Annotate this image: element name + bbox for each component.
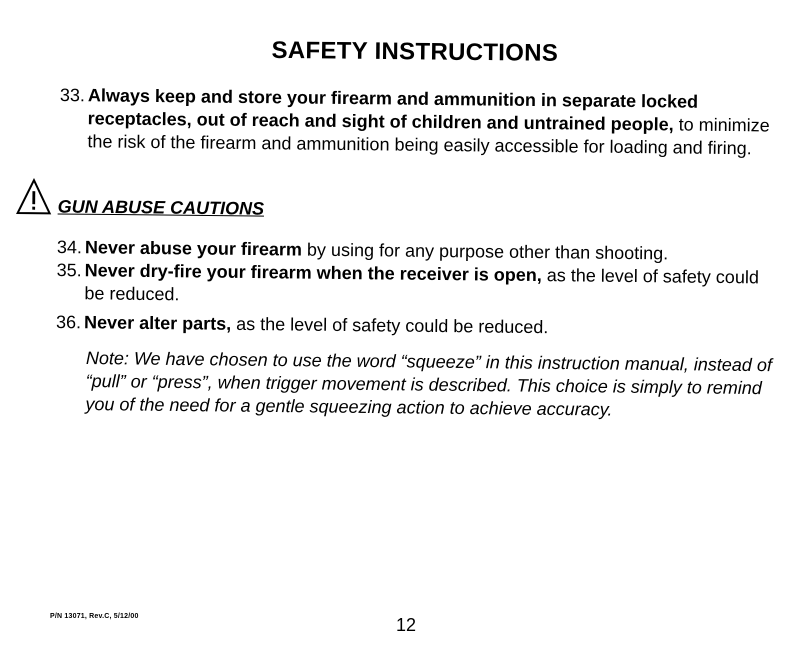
- item-text: to minimize the risk of the firearm and ammunition being easily accessible for loading and firing.: [87, 114, 770, 159]
- instruction-item-36: [56, 311, 775, 342]
- page-title: SAFETY INSTRUCTIONS: [271, 36, 559, 67]
- item-number: 34.: [56, 236, 83, 258]
- note-paragraph: Note: We have chosen to use the word “squeeze” in this instruction manual, instead of “pull” or “press”, when trigger movement is described. This choice is simply to remind you of the need for a gentle squeezing action to achieve accuracy.: [85, 347, 773, 420]
- part-number: P/N 13071, Rev.C, 5/12/00: [50, 613, 139, 620]
- instruction-item-35: [56, 259, 775, 313]
- item-number: 36.: [55, 311, 82, 333]
- item-bold-text: Never abuse your firearm: [84, 237, 303, 260]
- item-bold-text: Never alter parts,: [83, 312, 232, 334]
- warning-triangle-icon: [16, 178, 52, 216]
- instruction-block-33: [59, 84, 776, 160]
- caution-heading-text: GUN ABUSE CAUTIONS: [57, 196, 265, 219]
- caution-list: [56, 236, 776, 342]
- page-number: 12: [396, 615, 417, 635]
- item-text: as the level of safety could be reduced.: [84, 265, 760, 305]
- item-number: 35.: [56, 259, 82, 281]
- item-text: by using for any purpose other than shooting.: [301, 239, 669, 264]
- item-bold-text: Never dry-fire your firearm when the receiver is open,: [84, 260, 542, 286]
- item-bold-text: Always keep and store your firearm and ammunition in separate locked receptacles, out of reach and sight of children and untrained people,: [87, 85, 699, 135]
- instruction-item-33: [59, 84, 776, 160]
- item-text: as the level of safety could be reduced.: [231, 313, 549, 338]
- item-number: 33.: [59, 84, 86, 106]
